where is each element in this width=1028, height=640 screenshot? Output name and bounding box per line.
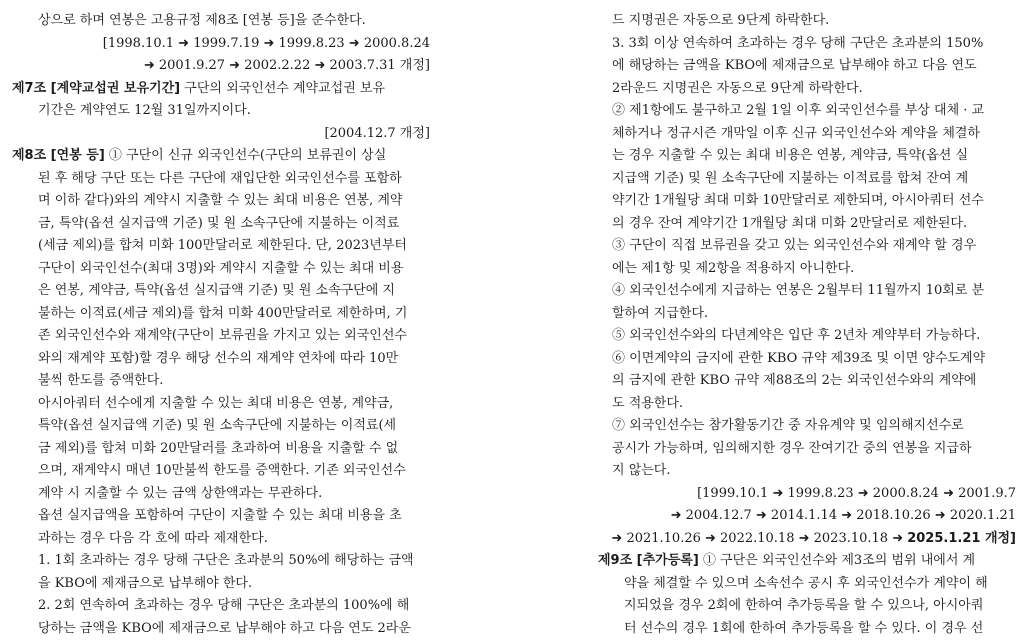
text-line: 불씩 한도를 증액한다. [12,370,430,393]
amendment-latest: 2025.1.21 개정] [907,531,1016,546]
text-line: ① 구단은 외국인선수와 제3조의 범위 내에서 계 [703,553,975,568]
article-7 [12,78,430,101]
text-line: 드 지명권은 자동으로 9단계 하락한다. [598,10,1016,33]
text-line: ④ 외국인선수에게 지급하는 연봉은 2월부터 11월까지 10회로 분 [598,280,1016,303]
right-column [598,10,1016,640]
text-line: 약을 체결할 수 있으며 소속선수 공시 후 외국인선수가 계약이 해 [598,573,1016,596]
left-column [12,10,430,640]
text-line: 특약(옵션 실지급액 기준) 및 원 소속구단에 지불하는 이적료(세 [12,415,430,438]
text-line: 은 연봉, 계약금, 특약(옵션 실지급액 기준) 및 원 소속구단에 지 [12,280,430,303]
text-line: 1. 1회 초과하는 경우 당해 구단은 초과분의 50%에 해당하는 금액 [12,550,430,573]
text-line: 며 이하 같다)와의 계약시 지출할 수 있는 최대 비용은 연봉, 계약 [12,190,430,213]
text-line: 지급액 기준) 및 원 소속구단에 지불하는 이적료를 합쳐 잔여 계 [598,168,1016,191]
text-line: 당하는 금액을 KBO에 제재금으로 납부해야 하고 다음 연도 2라운 [12,618,430,640]
text-line: ⑥ 이면계약의 금지에 관한 KBO 규약 제39조 및 이면 양수도계약 [598,348,1016,371]
article-9-heading: 제9조 [추가등록] [598,553,699,568]
text-line: 구단이 외국인선수(최대 3명)와 계약시 지출할 수 있는 최대 비용 [12,258,430,281]
text-line: 구단의 외국인선수 계약교섭권 보유 [184,81,385,96]
text-line: 에 해당하는 금액을 KBO에 제재금으로 납부해야 하고 다음 연도 [598,55,1016,78]
text-line: 지되었을 경우 2회에 한하여 추가등록을 할 수 있으나, 아시아쿼 [598,595,1016,618]
text-line: ② 제1항에도 불구하고 2월 1일 이후 외국인선수를 부상 대체 · 교 [598,100,1016,123]
text-line: (세금 제외)를 합쳐 미화 100만달러로 제한된다. 단, 2023년부터 [12,235,430,258]
text-line: 옵션 실지급액을 포함하여 구단이 지출할 수 있는 최대 비용을 초 [12,505,430,528]
amendment-history: [2004.12.7 개정] [12,123,430,146]
text-line: 으며, 재계약시 매년 10만불씩 한도를 증액한다. 기존 외국인선수 [12,460,430,483]
text-line: ⑦ 외국인선수는 참가활동기간 중 자유계약 및 임의해지선수로 [598,415,1016,438]
amendment-history: [1999.10.1 ➜ 1999.8.23 ➜ 2000.8.24 ➜ 2001.9.7 [598,483,1016,506]
text-line: 와의 재계약 포함)할 경우 해당 선수의 재계약 연차에 따라 10만 [12,348,430,371]
amendment-history: ➜ 2001.9.27 ➜ 2002.2.22 ➜ 2003.7.31 개정] [12,55,430,78]
text-line: 지 않는다. [598,460,1016,483]
text-line: 과하는 경우 다음 각 호에 따라 제재한다. [12,528,430,551]
text-line: 된 후 해당 구단 또는 다른 구단에 재입단한 외국인선수를 포함하 [12,168,430,191]
text-line: 불하는 이적료(세금 제외)를 합쳐 미화 400만달러로 제한하며, 기 [12,303,430,326]
amendment-history: ➜ 2004.12.7 ➜ 2014.1.14 ➜ 2018.10.26 ➜ 2020.1.21 [598,505,1016,528]
text-line: 할하여 지급한다. [598,303,1016,326]
text-line: 공시가 가능하며, 임의해지한 경우 잔여기간 중의 연봉을 지급하 [598,438,1016,461]
text-line: 상으로 하며 연봉은 고용규정 제8조 [연봉 등]을 준수한다. [12,10,430,33]
text-line: 기간은 계약연도 12월 31일까지이다. [12,100,430,123]
text-line: ① 구단이 신규 외국인선수(구단의 보류권이 상실 [109,148,386,163]
text-line: 계약 시 지출할 수 있는 금액 상한액과는 무관하다. [12,483,430,506]
text-line: 약기간 1개월당 최대 미화 10만달러로 제한되며, 아시아쿼터 선수 [598,190,1016,213]
text-line: 3. 3회 이상 연속하여 초과하는 경우 당해 구단은 초과분의 150% [598,33,1016,56]
amendment-history [598,528,1016,551]
text-line: 에는 제1항 및 제2항을 적용하지 아니한다. [598,258,1016,281]
text-line: ③ 구단이 직접 보류권을 갖고 있는 외국인선수와 재계약 할 경우 [598,235,1016,258]
text-line: 는 경우 지출할 수 있는 최대 비용은 연봉, 계약금, 특약(옵션 실 [598,145,1016,168]
article-8 [12,145,430,168]
text-line: 을 KBO에 제재금으로 납부해야 한다. [12,573,430,596]
article-9 [598,550,1016,573]
text-line: 존 외국인선수와 재계약(구단이 보류권을 가지고 있는 외국인선수 [12,325,430,348]
text-line: 의 금지에 관한 KBO 규약 제88조의 2는 외국인선수와의 계약에 [598,370,1016,393]
article-8-heading: 제8조 [연봉 등] [12,148,105,163]
text-line: 의 경우 잔여 계약기간 1개월당 최대 미화 2만달러로 제한된다. [598,213,1016,236]
article-7-heading: 제7조 [계약교섭권 보유기간] [12,81,180,96]
amendment-dates: ➜ 2021.10.26 ➜ 2022.10.18 ➜ 2023.10.18 ➜ [611,531,907,546]
text-line: 2라운드 지명권은 자동으로 9단계 하락한다. [598,78,1016,101]
text-line: 아시아쿼터 선수에게 지출할 수 있는 최대 비용은 연봉, 계약금, [12,393,430,416]
text-line: 터 선수의 경우 1회에 한하여 추가등록을 할 수 있다. 이 경우 선 [598,618,1016,640]
amendment-history: [1998.10.1 ➜ 1999.7.19 ➜ 1999.8.23 ➜ 2000.8.24 [12,33,430,56]
text-line: 도 적용한다. [598,393,1016,416]
text-line: 금, 특약(옵션 실지급액 기준) 및 원 소속구단에 지불하는 이적료 [12,213,430,236]
text-line: 2. 2회 연속하여 초과하는 경우 당해 구단은 초과분의 100%에 해 [12,595,430,618]
text-line: ⑤ 외국인선수와의 다년계약은 입단 후 2년차 계약부터 가능하다. [598,325,1016,348]
text-line: 금 제외)를 합쳐 미화 20만달러를 초과하여 비용을 지출할 수 없 [12,438,430,461]
text-line: 체하거나 정규시즌 개막일 이후 신규 외국인선수와 계약을 체결하 [598,123,1016,146]
